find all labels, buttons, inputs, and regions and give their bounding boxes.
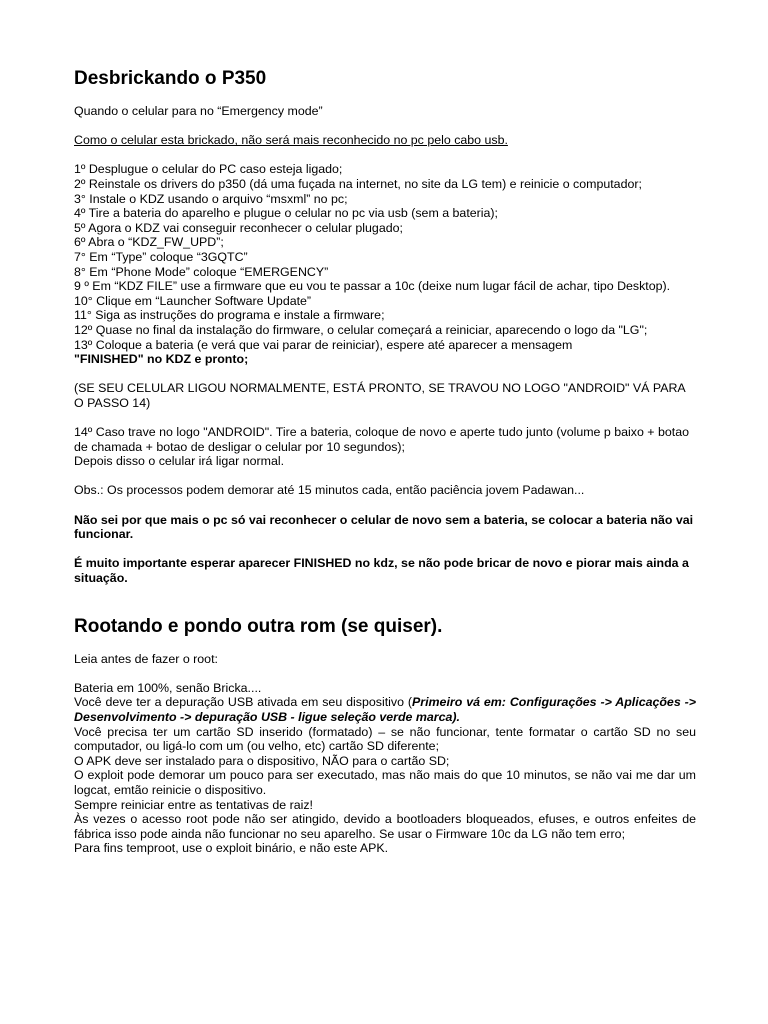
bold-warning-2: É muito importante esperar aparecer FINISHED no kdz, se não pode bricar de novo e piorar mais ainda a situação. (74, 556, 689, 585)
step-14: 14º Caso trave no logo "ANDROID". Tire a bateria, coloque de novo e aperte tudo junto (volume p baixo + botao de chamada + botao de desligar o celular por 10 segundos); (74, 425, 689, 454)
document-body (74, 68, 696, 856)
root-note-2-bold: Primeiro vá em: Configurações -> Aplicações -> Desenvolvimento -> depuração USB - ligue seleção verde marca). (74, 695, 696, 724)
root-note-8: Para fins temproot, use o exploit binário, e não este APK. (74, 841, 389, 856)
step-9: 9 º Em “KDZ FILE” use a firmware que eu vou te passar a 10c (deixe num lugar fácil de achar, tipo Desktop). (74, 279, 671, 294)
root-note-2-text: Você deve ter a depuração USB ativada em seu dispositivo ( (74, 695, 413, 710)
steps-list (74, 162, 696, 366)
root-note-6: Sempre reiniciar entre as tentativas de raiz! (74, 797, 313, 812)
root-note-2 (74, 695, 696, 724)
root-note-4: O APK deve ser instalado para o dispositivo, NÃO para o cartão SD; (74, 753, 450, 768)
section2-intro: Leia antes de fazer o root: (74, 651, 218, 666)
root-note-3: Você precisa ter um cartão SD inserido (formatado) – se não funcionar, tente formatar o cartão SD no seu computador, ou ligá-lo com um (ou velho, etc) cartão SD diferente; (74, 724, 696, 754)
bold-warning-1: Não sei por que mais o pc só vai reconhecer o celular de novo sem a bateria, se colocar a bateria não vai funcionar. (74, 512, 694, 542)
step-2: 2º Reinstale os drivers do p350 (dá uma fuçada na internet, no site da LG tem) e reinicie o computador; (74, 176, 642, 191)
step-1: 1º Desplugue o celular do PC caso esteja ligado; (74, 162, 343, 177)
root-notes (74, 681, 696, 856)
obs-note: Obs.: Os processos podem demorar até 15 minutos cada, então paciência jovem Padawan... (74, 483, 585, 498)
step-13: 13º Coloque a bateria (e verá que vai parar de reiniciar), espere até aparecer a mensagem (74, 337, 573, 352)
step-11: 11° Siga as instruções do programa e instale a firmware; (74, 308, 385, 323)
step-13-bold: "FINISHED" no KDZ e pronto; (74, 352, 249, 367)
step-7: 7° Em “Type” coloque “3GQTC” (74, 249, 248, 264)
section1-title: Desbrickando o P350 (74, 68, 267, 89)
root-note-7: Às vezes o acesso root pode não ser atingido, devido a bootloaders bloqueados, efuses, e outros enfeites de fábrica isso pode ainda não funcionar no seu aparelho. Se usar o Firmware 10c da LG não tem erro; (74, 812, 696, 841)
section1-intro: Quando o celular para no “Emergency mode” (74, 104, 323, 118)
step-8: 8° Em “Phone Mode” coloque “EMERGENCY” (74, 264, 329, 279)
step-3: 3° Instale o KDZ usando o arquivo “msxml” no pc; (74, 191, 348, 206)
section1-underlined-note: Como o celular esta brickado, não será mais reconhecido no pc pelo cabo usb. (74, 133, 508, 148)
section1-caps-note: (SE SEU CELULAR LIGOU NORMALMENTE, ESTÁ PRONTO, SE TRAVOU NO LOGO "ANDROID" VÁ PARA O PASSO 14) (74, 381, 686, 410)
step-10: 10° Clique em “Launcher Software Update” (74, 293, 312, 308)
section2-title: Rootando e pondo outra rom (se quiser). (74, 615, 443, 637)
step-5: 5º Agora o KDZ vai conseguir reconhecer o celular plugado; (74, 220, 403, 235)
step-12: 12º Quase no final da instalação do firmware, o celular começará a reiniciar, aparecendo o logo da "LG"; (74, 322, 648, 337)
root-note-1: Bateria em 100%, senão Bricka.... (74, 680, 262, 695)
root-note-5: O exploit pode demorar um pouco para ser executado, mas não mais do que 10 minutos, se não vai me dar um logcat, emtão reinicie o dispositivo. (74, 768, 696, 797)
step-6: 6º Abra o “KDZ_FW_UPD”; (74, 235, 224, 250)
step-4: 4º Tire a bateria do aparelho e plugue o celular no pc via usb (sem a bateria); (74, 206, 498, 221)
step-14-followup: Depois disso o celular irá ligar normal. (74, 454, 285, 469)
